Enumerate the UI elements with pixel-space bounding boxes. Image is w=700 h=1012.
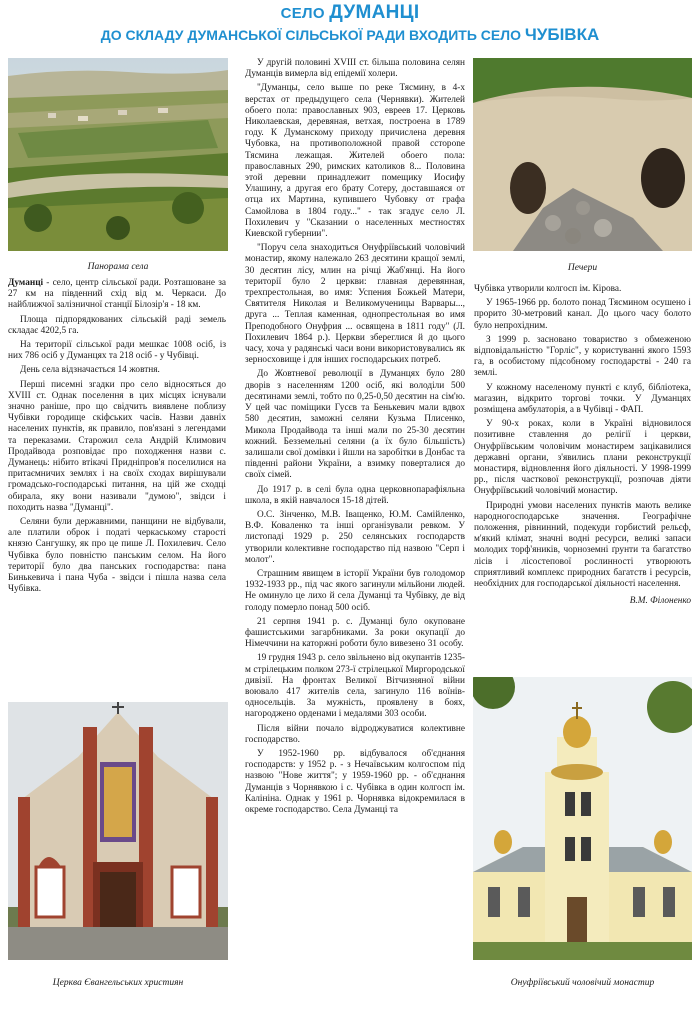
- paragraph: Площа підпорядкованих сільській раді земель складає 4202,5 га.: [8, 314, 226, 336]
- paragraph: Перші писемні згадки про село відносяться до XVIII ст. Однак поселення в цих місцях існували значно раніше, про що свідчить виявлене поблизу Чубівки городище скіфських часів. Назви давніх населених пунктів, як правило, пов'язані з легендами та переказами. Старожил села Андрій Климович Продайвода розповідає про походження назви с. Думанець: нібито втікачі Придніпров'я поселилися на притаємничих землях і на своїх сходах вирішували громадсько-господарські питання, на цій же сходці обирала, яку вони називали "думою", звідси і походить назва "Думанці".: [8, 379, 226, 513]
- paragraph: У другій половині XVIII ст. більша половина селян Думанців вимерла від епідемії холери.: [245, 58, 465, 80]
- church-caption: Церква Євангельських християн: [52, 978, 184, 988]
- paragraph: У кожному населеному пункті є клуб, бібліотека, магазин, відкрито торгові точки. У Думанцях розміщена амбулаторія, а в Чубівці - ФАП.: [474, 382, 691, 416]
- paragraph: 21 серпня 1941 р. с. Думанці було окуповане фашистськими загарбниками. За роки окупації до Німеччини на каторжні роботи було вивезено 31 особу.: [245, 616, 465, 650]
- page-title: [0, 2, 700, 24]
- paragraph: Страшним явищем в історії України був голодомор 1932-1933 рр., під час якого загинули мільйони людей. Не оминуло це лихо й села Думанці та Чубівку, де від голоду померло понад 500 осіб.: [245, 568, 465, 613]
- paragraph: Селяни були державними, панщини не відбували, але платили оброк і податі черкаському старості князю Сангушку, як про це пише Л. Похилевич. Село Чубівка було повністю панським селом. На його території було два панських господарства: пана Бинькевича і пана Чуба - звідси і пішла назва села Чубівка.: [8, 517, 226, 595]
- church-photo: [8, 702, 228, 960]
- paragraph: У 1965-1966 рр. болото понад Тясмином осушено і прорито 30-метровий канал. До цього часу болото було непрохідним.: [474, 298, 691, 331]
- title-prefix: СЕЛО: [280, 5, 330, 22]
- title-village-name: ДУМАНЦІ: [329, 2, 420, 23]
- subtitle-text: ДО СКЛАДУ ДУМАНСЬКОЇ СІЛЬСЬКОЇ РАДИ ВХОДИТЬ СЕЛО: [100, 27, 525, 43]
- paragraph-text: - село, центр сільської ради. Розташоване за 27 км на південний схід від м. Черкаси. До найближчої залізничної станції Білозір'я - 18 км.: [8, 278, 226, 311]
- text-column-1: [8, 278, 226, 598]
- paragraph: О.С. Зінченко, М.В. Іващенко, Ю.М. Самійленко, В.Ф. Коваленко та інші організували ревком. У листопаді 1929 р. 250 селянських господарств утворили колективне господарство під назвою "Серп і молот".: [245, 509, 465, 565]
- page-subtitle: [0, 25, 700, 45]
- text-column-3: [474, 284, 691, 607]
- page-header: [0, 0, 700, 45]
- paragraph: 19 грудня 1943 р. село звільнено від окупантів 1235-м стрілецьким полком 273-ї стрілецької Миргородської дивізії. На фронтах Великої Вітчизняної війни воювало 417 жителів села, загинуло 116 воїнів-односельців. За мужність, проявлену в боях, нагороджено орденами і медалями 303 особи.: [245, 653, 465, 720]
- paragraph: З 1999 р. засновано товариство з обмеженою відповідальністю "Горліс", у користуванні якого 1593 га, в особистому підсобному господарстві - 240 га землі.: [474, 334, 691, 379]
- paragraph: Природні умови населених пунктів мають велике народногосподарське значення. Географічне положення, рівнинний, подекуди горбистий рельєф, м'який клімат, значні водні ресурси, великі запаси молодих торф'яників, чорноземні ґрунти та багатство лісів і лісостепової рослинності утворюють сприятливий комплекс природних багатств і ресурсів, необхідних для господарської діяльності населення.: [474, 500, 691, 590]
- paragraph: У 90-х роках, коли в Україні відновилося позитивне ставлення до релігії і церкви, Онуфріївським чоловічим монастирем зацікавилися державні органи, з'явились плани реконструкції монастиря, відновлення його діяльності. У 1998-1999 рр., після часткової реконструкції, розпочав діяти Онуфріївський чоловічий монастир.: [474, 419, 691, 497]
- paragraph: "Думанцы, село выше по реке Тясмину, в 4-х верстах от предыдущего села (Чернявки). Жителей обоего пола: православных 903, евреев 17. Церковь Николаевская, деревяная, ветхая, построена в 1789 году. К Думанскому приходу причислена деревня Чубовка, на противоположной правой ссторone Тясмина лежащая. Жителей обоего пола: православных 290, римских католиков 8... Половина этой деревни принадлежит помещику Иосифу Улашину, а другая его брату Сотеру, доставшаяся от отца их Мартина, купившего Чубовку от графа Самойлова в 1804 году..." - так згадує село Л. Похилевич у "Сказании о населенных местностях Киевской губернии".: [245, 83, 465, 240]
- paragraph: "Поруч села знаходиться Онуфріївський чоловічий монастир, якому належало 263 десятини кращої землі, 30 десятин лісу, млин на річці Жаб'янці. На його території було 2 церкви: главная деревянная, трехпрестольная, во имя: Успения Божьей Матери, Святителя Николая и Великомученицы Варвары..., друга ... Теплая каменная, однопрестольная во имя Преподобного Онуфрия ... освящена в 1811 году" (Л. Похилевич 1864 р.). Церкви збереглися й до цього часу, хоча у радянські часи вони використовувались як зерносховище і для інших господарських потреб.: [245, 243, 465, 366]
- lead-word: Думанці: [8, 278, 44, 288]
- panorama-photo: [8, 58, 228, 251]
- paragraph: До 1917 р. в селі була одна церковнопарафіяльна школа, в якій навчалося 15-18 дітей.: [245, 484, 465, 506]
- text-column-2: [245, 58, 465, 819]
- paragraph: Після війни почало відроджуватися колективне господарство.: [245, 723, 465, 745]
- paragraph: Чубівка утворили колгосп ім. Кірова.: [474, 284, 622, 294]
- monastery-photo: [473, 677, 692, 960]
- paragraph: На території сільської ради мешкає 1008 осіб, із них 786 осіб у Думанцях та 218 осіб - у Чубівці.: [8, 340, 226, 362]
- paragraph: У 1952-1960 рр. відбувалося об'єднання господарств: у 1952 р. - з Нечаївським колгоспом під назвою "Нове життя"; у 1959-1960 рр. - об'єднання Думанців з Чорнявкою і с. Чубівка в один колгосп ім. Калініна. Однак у 1961 р. Чорнявка відокремилася в окреме господарство. Села Думанці та: [245, 748, 465, 815]
- monastery-caption: Онуфріївський чоловічий монастир: [510, 978, 655, 988]
- caves-photo: [473, 58, 692, 251]
- paragraph: До Жовтневої революції в Думанцях було 280 дворів з населенням 1200 осіб, які володіли 500 десятинами землі, тобто по 0,25-0,50 десятин на сім'ю. У цей час поміщики Гусєв та Бенькевич мали вдвох 580 десятин, заможні селяни Кузьма Плисенко, Микола Продайвода та інші мали по 25-30 десятин кожний. Безземельні селяни (а їх було більшість) залишали свої домівки і йшли на заробітки в Донбас та південні райони України, а взимку поверталися до своїх сімей.: [245, 369, 465, 481]
- caves-caption: Печери: [567, 263, 598, 273]
- paragraph: [8, 278, 226, 312]
- subtitle-village-name: ЧУБІВКА: [524, 25, 600, 44]
- author-signature: В.М. Філоненко: [629, 596, 691, 607]
- paragraph: День села відзначається 14 жовтня.: [20, 365, 160, 376]
- panorama-caption: Панорама села: [87, 262, 149, 272]
